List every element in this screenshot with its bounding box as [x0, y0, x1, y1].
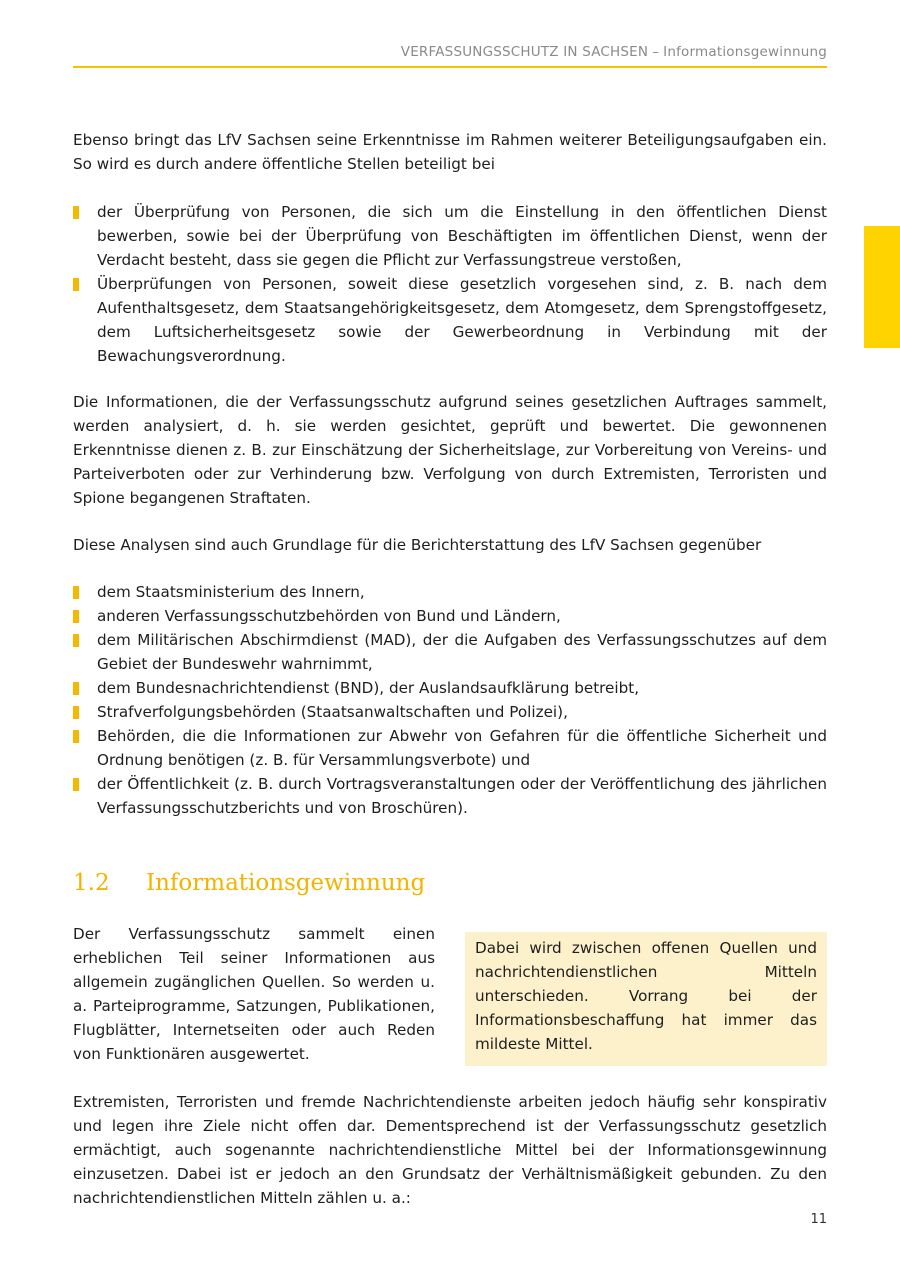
list-item-text: Überprüfungen von Personen, soweit diese gesetzlich vorgesehen sind, z. B. nach dem Aufenthaltsgesetz, dem Staatsangehörigkeitsgesetz, dem Atomgesetz, dem Sprengstoffgesetz, dem Luftsicherheitsgesetz sowie der Gewerbeordnung in Verbindung mit der Bewachungsverordnung.: [97, 275, 827, 365]
list-item: [73, 604, 827, 628]
page-number: 11: [810, 1212, 827, 1227]
intelligence-means-paragraph: Extremisten, Terroristen und fremde Nachrichtendienste arbeiten jedoch häufig sehr konspirativ und legen ihre Ziele nicht offen dar. Dementsprechend ist der Verfassungsschutz gesetzlich ermächtigt, auch sogenannte nachrichtendienstliche Mittel bei der Informationsgewinnung einzusetzen. Dabei ist er jedoch an den Grundsatz der Verhältnismäßigkeit gebunden. Zu den nachrichtendienstlichen Mitteln zählen u. a.:: [73, 1093, 827, 1207]
list-item-text: Behörden, die die Informationen zur Abwehr von Gefahren für die öffentliche Sicherheit und Ordnung benötigen (z. B. für Versammlungsverbote) und: [97, 727, 827, 769]
two-column-block: [73, 922, 827, 1066]
header-title: VERFASSUNGSSCHUTZ IN SACHSEN: [400, 44, 649, 60]
header-rule: [73, 66, 827, 68]
sources-paragraph: Der Verfassungsschutz sammelt einen erheblichen Teil seiner Informationen aus allgemein zugänglichen Quellen. So werden u. a. Parteiprogramme, Satzungen, Publikationen, Flugblätter, Internetseiten oder auch Reden von Funktionären ausgewertet.: [73, 925, 435, 1063]
list-item-text: der Überprüfung von Personen, die sich um die Einstellung in den öffentlichen Dienst bewerben, sowie bei der Überprüfung von Beschäftigten im öffentlichen Dienst, wenn der Verdacht besteht, dass sie gegen die Pflicht zur Verfassungstreue verstoßen,: [97, 203, 827, 269]
list-item-text: dem Militärischen Abschirmdienst (MAD), der die Aufgaben des Verfassungsschutzes auf dem Gebiet der Bundeswehr wahrnimmt,: [97, 631, 827, 673]
list-item: [73, 272, 827, 368]
section-number: 1.2: [73, 870, 110, 896]
participation-list: [73, 200, 827, 368]
list-item-text: Strafverfolgungsbehörden (Staatsanwaltschaften und Polizei),: [97, 703, 568, 721]
list-item: [73, 200, 827, 272]
list-item: [73, 628, 827, 676]
chapter-side-tab: [864, 226, 900, 348]
bullet-marker: [73, 206, 79, 219]
bullet-marker: [73, 778, 79, 791]
callout-box: [465, 932, 827, 1066]
intro-paragraph: Ebenso bringt das LfV Sachsen seine Erkenntnisse im Rahmen weiterer Beteiligungsaufgaben ein. So wird es durch andere öffentliche Stellen beteiligt bei: [73, 131, 827, 173]
list-item: [73, 676, 827, 700]
list-item-text: dem Bundesnachrichtendienst (BND), der Auslandsaufklärung betreibt,: [97, 679, 640, 697]
list-item: [73, 700, 827, 724]
callout-text: Dabei wird zwischen offenen Quellen und nachrichtendienstlichen Mitteln unterschieden. Vorrang bei der Informationsbeschaffung hat immer das mildeste Mittel.: [475, 939, 817, 1053]
list-item-text: der Öffentlichkeit (z. B. durch Vortragsveranstaltungen oder der Veröffentlichung des jährlichen Verfassungsschutzberichts und von Broschüren).: [97, 775, 827, 817]
list-item-text: dem Staatsministerium des Innern,: [97, 583, 365, 601]
running-header: [73, 44, 827, 60]
bullet-marker: [73, 610, 79, 623]
header-subtitle: Informationsgewinnung: [663, 44, 827, 60]
list-item-text: anderen Verfassungsschutzbehörden von Bund und Ländern,: [97, 607, 561, 625]
analysis-paragraph: Die Informationen, die der Verfassungsschutz aufgrund seines gesetzlichen Auftrages sammelt, werden analysiert, d. h. sie werden gesichtet, geprüft und bewertet. Die gewonnenen Erkenntnisse dienen z. B. zur Einschätzung der Sicherheitslage, zur Vorbereitung von Vereins- und Parteiverboten oder zur Verhinderung bzw. Verfolgung von durch Extremisten, Terroristen und Spione begangenen Straftaten.: [73, 393, 827, 507]
section-heading: [73, 863, 827, 903]
header-separator: –: [652, 44, 660, 60]
list-item: [73, 724, 827, 772]
recipients-list: [73, 580, 827, 820]
bullet-marker: [73, 586, 79, 599]
bullet-marker: [73, 706, 79, 719]
bullet-marker: [73, 278, 79, 291]
list-item: [73, 772, 827, 820]
bullet-marker: [73, 730, 79, 743]
bullet-marker: [73, 634, 79, 647]
reporting-paragraph: Diese Analysen sind auch Grundlage für die Berichterstattung des LfV Sachsen gegenüber: [73, 536, 762, 554]
bullet-marker: [73, 682, 79, 695]
section-title: Informationsgewinnung: [146, 870, 426, 896]
page-content: [73, 128, 827, 1210]
list-item: [73, 580, 827, 604]
